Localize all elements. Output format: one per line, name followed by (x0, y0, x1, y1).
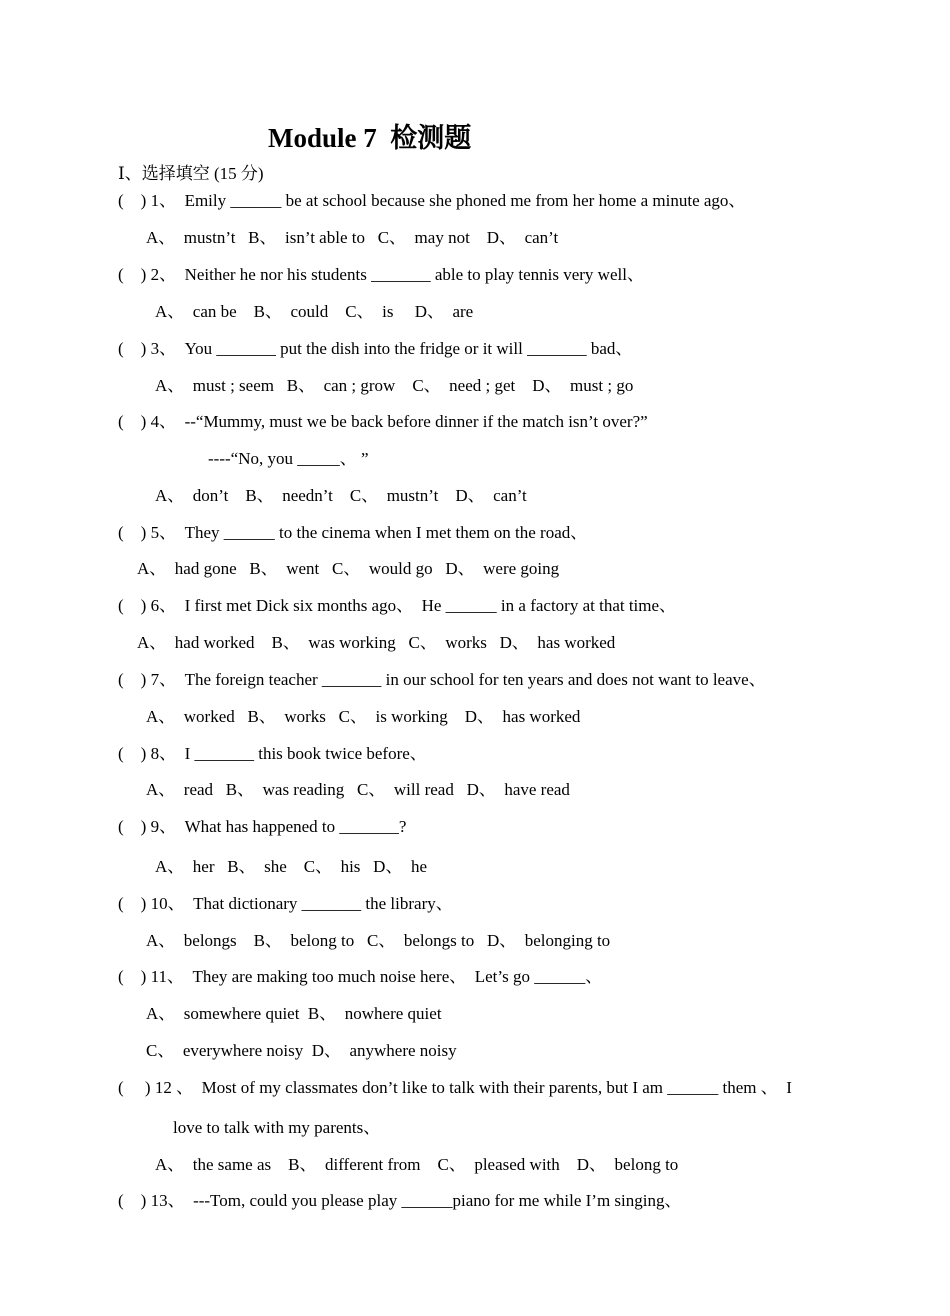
question-line: ( ) 12 、 Most of my classmates don’t like to talk with their parents, but I am ______ them 、 I (118, 1078, 792, 1097)
question-line: ( ) 5、 They ______ to the cinema when I met them on the road、 (118, 523, 588, 542)
question-line: ( ) 9、 What has happened to _______? (118, 817, 407, 836)
question-line: ( ) 10、 That dictionary _______ the library、 (118, 894, 453, 913)
question-line: ( ) 13、 ---Tom, could you please play ______piano for me while I’m singing、 (118, 1191, 682, 1210)
options-line: A、 can be B、 could C、 is D、 are (155, 302, 474, 321)
question-line: ( ) 2、 Neither he nor his students _______ able to play tennis very well、 (118, 265, 644, 284)
question-line: ( ) 11、 They are making too much noise here、 Let’s go ______、 (118, 967, 603, 986)
options-line: A、 mustn’t B、 isn’t able to C、 may not D、 can’t (146, 228, 559, 247)
options-line: A、 her B、 she C、 his D、 he (155, 857, 427, 876)
question-line: ( ) 4、 --“Mummy, must we be back before dinner if the match isn’t over?” (118, 412, 648, 431)
options-line: A、 had gone B、 went C、 would go D、 were going (137, 559, 560, 578)
options-line: C、 everywhere noisy D、 anywhere noisy (146, 1041, 457, 1060)
options-line: A、 don’t B、 needn’t C、 mustn’t D、 can’t (155, 486, 527, 505)
question-line: ( ) 8、 I _______ this book twice before、 (118, 744, 427, 763)
document-title: Module 7 检测题 (268, 123, 472, 153)
section-heading: Ⅰ、选择填空 (15 分) (118, 164, 264, 183)
question-line: ( ) 7、 The foreign teacher _______ in our school for ten years and does not want to leave、 (118, 670, 766, 689)
question-line: ( ) 6、 I first met Dick six months ago、 He ______ in a factory at that time、 (118, 596, 677, 615)
question-line: ( ) 3、 You _______ put the dish into the fridge or it will _______ bad、 (118, 339, 633, 358)
options-line: A、 worked B、 works C、 is working D、 has worked (146, 707, 581, 726)
question-continuation: ----“No, you _____、 ” (208, 449, 369, 468)
options-line: A、 the same as B、 different from C、 pleased with D、 belong to (155, 1155, 679, 1174)
question-continuation: love to talk with my parents、 (173, 1118, 381, 1137)
options-line: A、 had worked B、 was working C、 works D、 has worked (137, 633, 616, 652)
question-line: ( ) 1、 Emily ______ be at school because she phoned me from her home a minute ago、 (118, 191, 746, 210)
options-line: A、 somewhere quiet B、 nowhere quiet (146, 1004, 442, 1023)
options-line: A、 belongs B、 belong to C、 belongs to D、 belonging to (146, 931, 611, 950)
options-line: A、 must ; seem B、 can ; grow C、 need ; get D、 must ; go (155, 376, 634, 395)
options-line: A、 read B、 was reading C、 will read D、 have read (146, 780, 570, 799)
